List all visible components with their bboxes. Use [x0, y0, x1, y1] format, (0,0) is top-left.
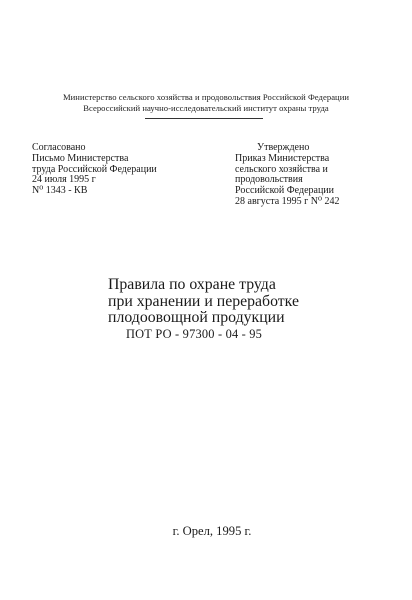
title-line: Правила по охране труда — [108, 276, 276, 293]
agreed-line: 24 июля 1995 г — [32, 174, 96, 186]
ministry-name: Министерство сельского хозяйства и продовольствия Российской Федерации — [62, 92, 350, 102]
title-line: плодоовощной продукции — [108, 309, 285, 326]
document-title — [108, 277, 398, 341]
approved-line: 28 августа 1995 г N⁰ 242 — [235, 195, 340, 207]
approved-block — [235, 143, 400, 208]
agreed-line: труда Российской Федерации — [32, 163, 157, 175]
title-line: при хранении и переработке — [108, 292, 299, 310]
approved-line: продовольствия — [235, 174, 303, 186]
agreed-block — [32, 143, 202, 197]
institute-name: Всероссийский научно-исследовательский институт охраны труда — [83, 102, 329, 113]
document-code: ПОТ РО - 97300 - 04 - 95 — [126, 326, 263, 341]
issuing-organization-header — [20, 92, 392, 113]
agreed-line: N⁰ 1343 - КВ — [32, 185, 88, 197]
header-divider — [145, 118, 263, 119]
approved-line: Российской Федерации — [235, 185, 335, 197]
approved-line: Утверждено — [257, 142, 310, 153]
approved-line: Приказ Министерства — [235, 152, 330, 164]
place-and-year: г. Орел, 1995 г. — [172, 524, 252, 538]
agreed-line: Письмо Министерства — [32, 152, 129, 164]
agreed-line: Согласовано — [32, 142, 86, 153]
approved-line: сельского хозяйства и — [235, 163, 328, 175]
